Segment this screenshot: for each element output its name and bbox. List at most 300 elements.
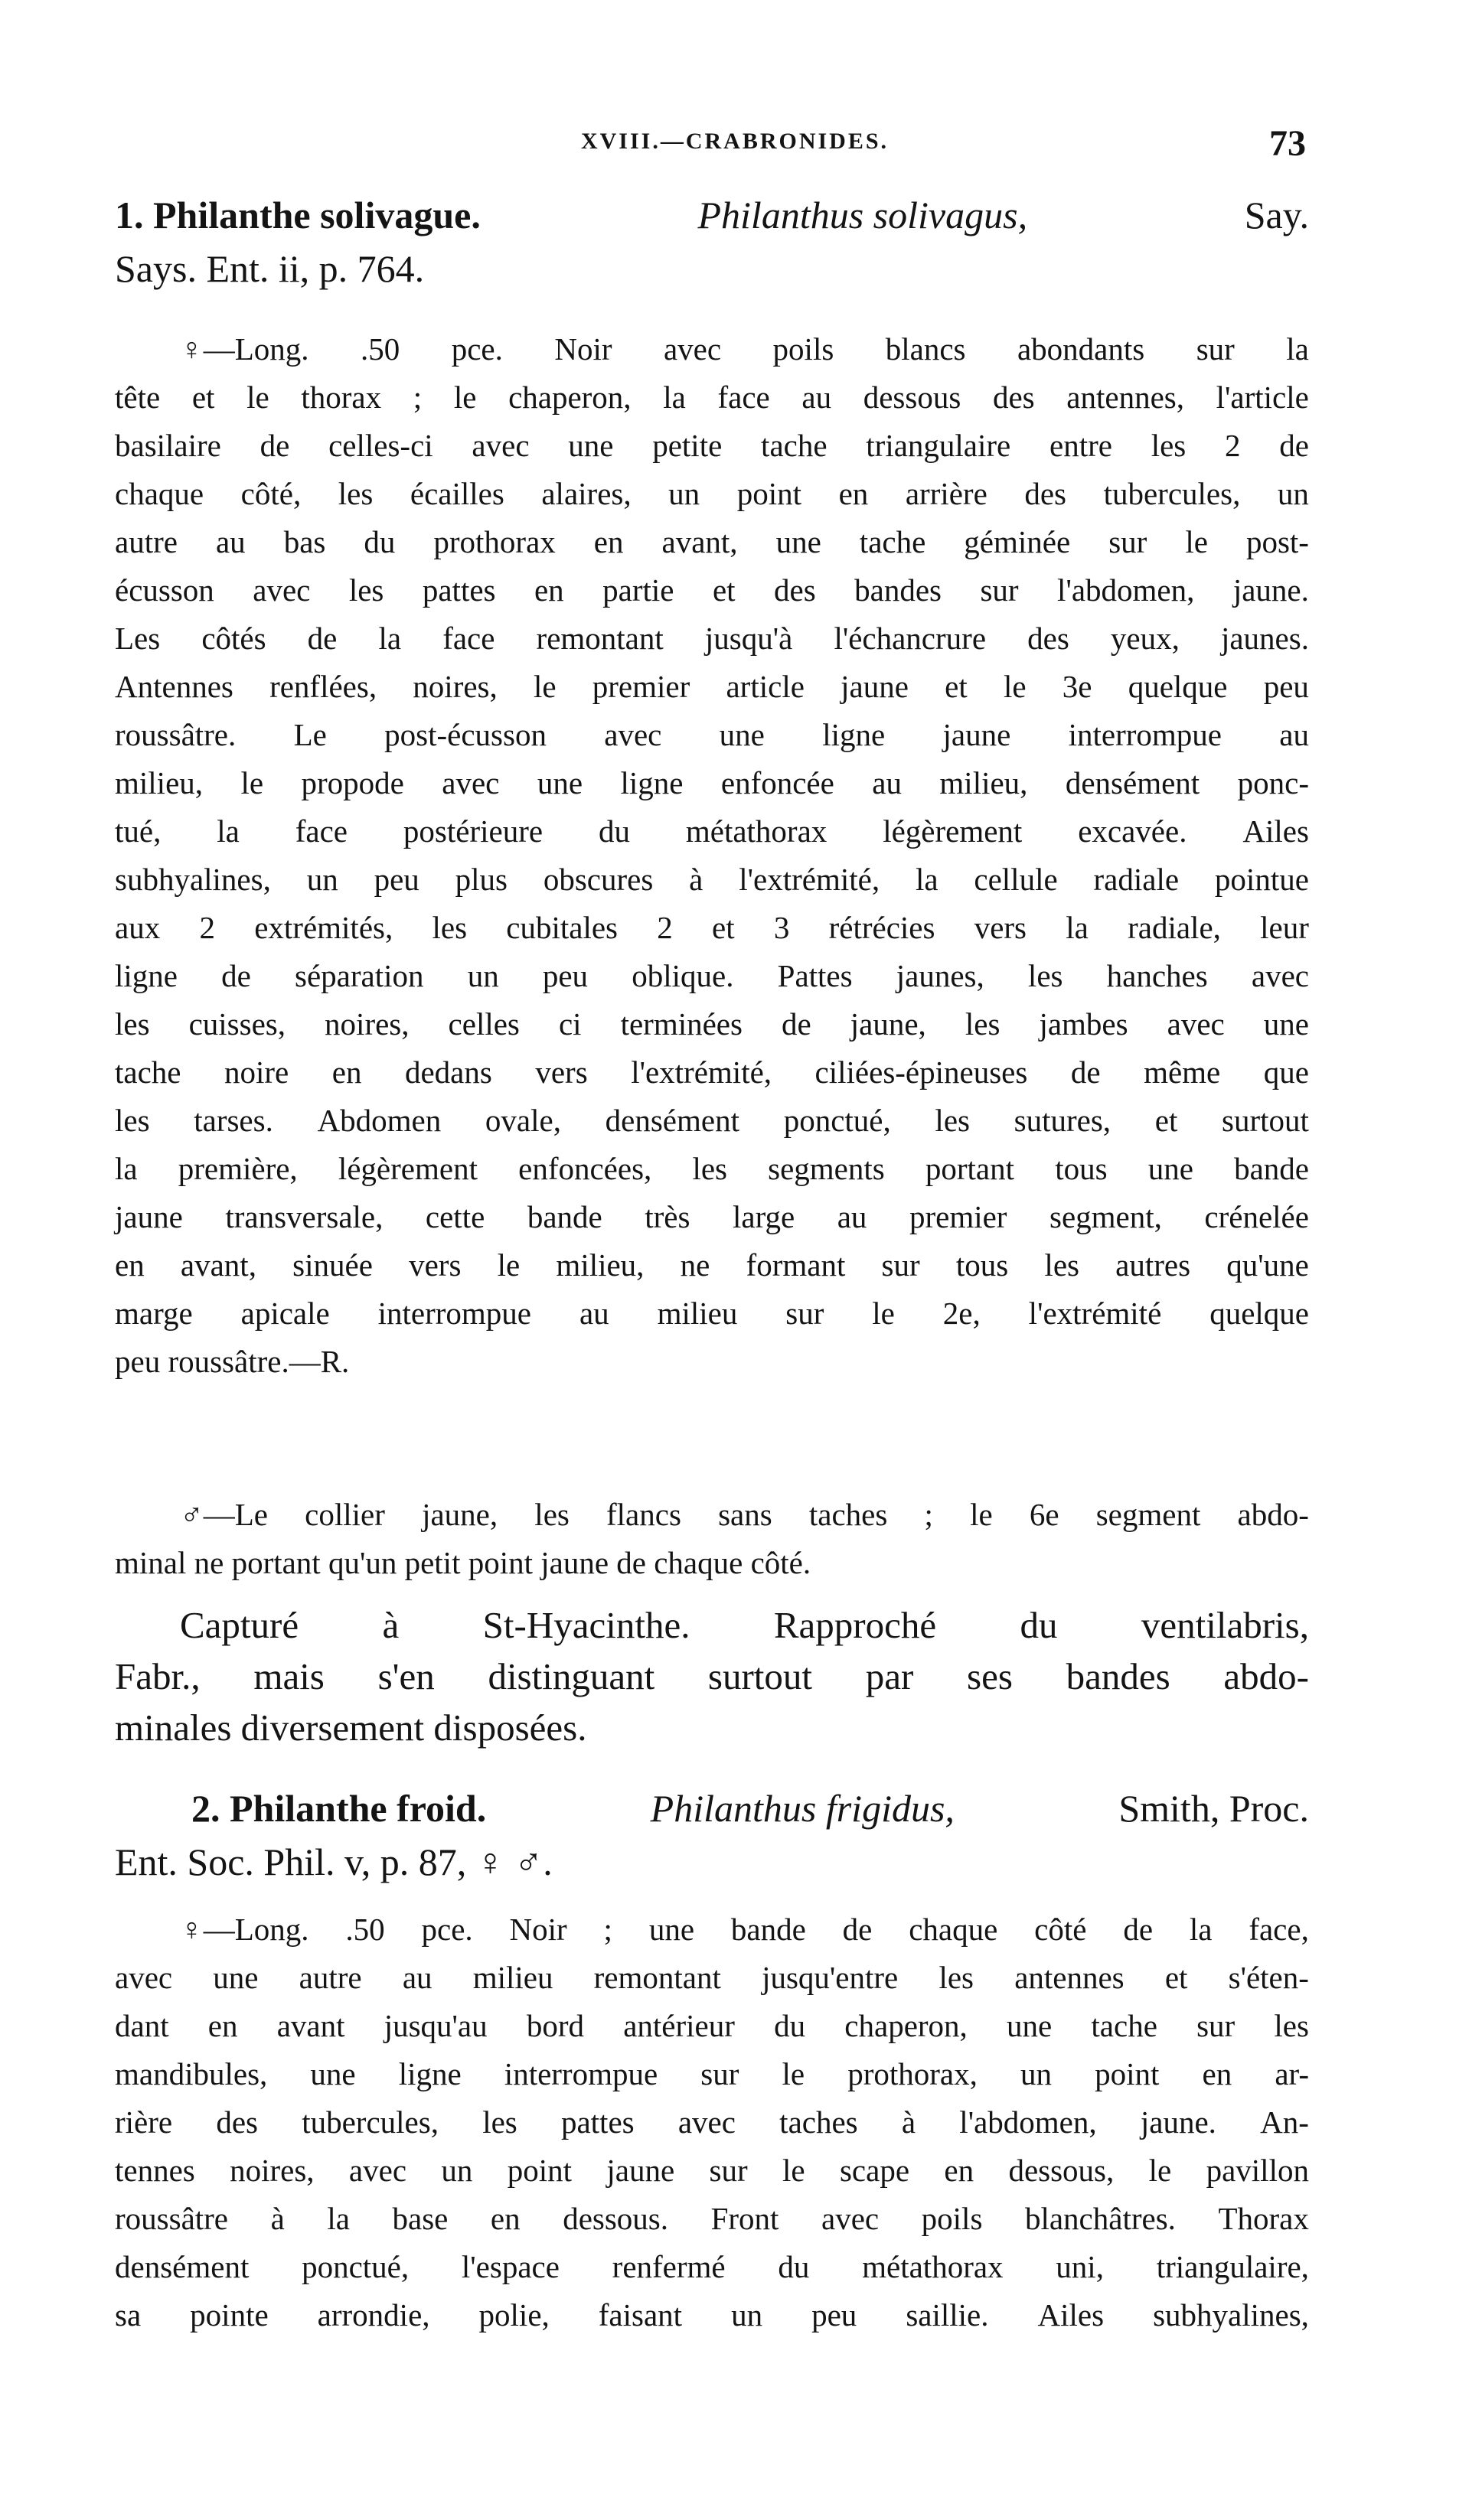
word: les [1274,2008,1309,2043]
word: crénelée [1204,1199,1309,1234]
word: jaune. [1140,2104,1216,2140]
word: les [115,1006,150,1042]
word: hanches [1106,958,1208,993]
word: jaune [115,1199,183,1234]
word: plus [455,862,508,897]
word: qu'une [1226,1247,1309,1283]
word: métathorax [685,813,828,849]
word: tué, [115,813,162,849]
word: ligne [620,765,684,800]
word: face, [1249,1912,1309,1947]
word: très [645,1199,690,1234]
word: côté, [240,476,302,511]
word: 3 [773,910,790,945]
word: des [774,572,816,608]
word: de [1279,428,1309,463]
word: base [392,2201,449,2236]
word: antennes [1014,1960,1125,1995]
word: noires, [325,1006,410,1042]
word: dedans [404,1055,492,1090]
page-number: 73 [1269,123,1306,164]
word: triangulaire [866,428,1011,463]
word: sinuée [292,1247,373,1283]
word: en [1202,2056,1232,2091]
word: segment, [1049,1199,1162,1234]
word: jusqu'à [704,621,793,656]
word: l'espace [461,2249,560,2284]
word: que [1263,1055,1309,1090]
word: autre [299,1960,362,1995]
word: dant [115,2008,169,2043]
word: le [782,2153,805,2188]
word: surtout [1222,1103,1309,1138]
word: le [1148,2153,1172,2188]
word: et [945,669,968,704]
word: ne [680,1247,710,1283]
word: un [1020,2056,1052,2091]
word: au [837,1199,867,1234]
word: un [306,862,338,897]
word: le [453,380,477,415]
word: premier [909,1199,1007,1234]
species-1-author: Say. [1244,194,1309,236]
word: renflées, [269,669,377,704]
word: flancs [606,1497,681,1532]
species-2-reference: Ent. Soc. Phil. v, p. 87, ♀ ♂. [115,1840,553,1883]
word: une [1007,2008,1053,2043]
word: petite [652,428,723,463]
word: peu [811,2297,857,2333]
word: ; [924,1497,933,1532]
word: prothorax [433,524,556,559]
word: subhyalines, [115,862,271,897]
word: de [842,1912,873,1947]
word: milieu, [115,765,204,800]
word: le [240,765,264,800]
word: à [689,862,703,897]
word: jaune. [1232,572,1309,608]
word: et [1164,1960,1188,1995]
word: large [733,1199,795,1234]
word: premier [592,669,690,704]
word: à [382,1604,400,1646]
word: abondants [1017,331,1145,367]
word: tête [115,380,161,415]
word: en [838,476,869,511]
species-2-number: 2. [191,1787,220,1830]
word: Les [115,621,161,656]
word: s'en [377,1655,435,1697]
word: sutures, [1014,1103,1112,1138]
word: jaunes, [896,958,984,993]
word: bande [1234,1151,1309,1186]
word: dessous [863,380,961,415]
word: antennes, [1066,380,1184,415]
word: leur [1260,910,1309,945]
word: les [935,1103,970,1138]
word: Antennes [115,669,233,704]
word: poils [772,331,834,367]
word: partie [602,572,674,608]
word: oblique. [632,958,734,993]
word: peu [542,958,589,993]
word: en [115,1247,145,1283]
word: Ailes [1037,2297,1105,2333]
word: et [1154,1103,1178,1138]
word: le [970,1497,993,1532]
word: la [1286,331,1309,367]
word: écusson [115,572,214,608]
word: ponctué, [302,2249,410,2284]
word: les [534,1497,570,1532]
word: vers [409,1247,462,1283]
word: ci [558,1006,582,1042]
word: du [774,2008,806,2043]
word: chaque [909,1912,998,1947]
species-2-heading [115,1782,1309,1889]
word: ses [967,1655,1013,1697]
word: apicale [240,1296,330,1331]
word: interrompue [504,2056,658,2091]
word: pointue [1214,862,1309,897]
word: au [1279,717,1309,752]
word: Noir [554,331,612,367]
word: mandibules, [115,2056,268,2091]
word: interrompue [377,1296,532,1331]
word: pattes [422,572,496,608]
word: avec [1167,1006,1225,1042]
word: scape [839,2153,910,2188]
word: pointe [190,2297,269,2333]
word: triangulaire, [1156,2249,1309,2284]
word: .50 [345,1912,385,1947]
word: St-Hyacinthe. [482,1604,690,1646]
word: 6e [1029,1497,1059,1532]
word: excavée. [1078,813,1187,849]
word: rière [115,2104,173,2140]
word: dessous. [563,2201,669,2236]
word: bande [527,1199,602,1234]
word: densément [115,2249,250,2284]
word: une [310,2056,356,2091]
word: milieu [472,1960,553,1995]
word: Abdomen [317,1103,442,1138]
word: un [441,2153,473,2188]
word: une [213,1960,259,1995]
word: le [872,1296,895,1331]
word: enfoncée [720,765,834,800]
word: abdo- [1223,1655,1309,1697]
word: une [1147,1151,1193,1186]
species-1-reference: Says. Ent. ii, p. 764. [115,247,425,290]
word: face [442,621,495,656]
word: ponctué, [783,1103,891,1138]
word: quelque [1128,669,1228,704]
word: géminée [964,524,1071,559]
word: la [663,380,686,415]
species-2-latin-name: Philanthus frigidus, [650,1787,955,1830]
word: uni, [1056,2249,1104,2284]
word: Noir [509,1912,567,1947]
word: celles-ci [328,428,433,463]
word: ligne [822,717,886,752]
word: légèrement [883,813,1023,849]
word: ventilabris, [1141,1604,1309,1646]
word: en [944,2153,974,2188]
word: au [215,524,246,559]
word: les [115,1103,150,1138]
word: bande [730,1912,806,1947]
word: en [593,524,624,559]
word: jusqu'entre [762,1960,899,1995]
word: pavillon [1206,2153,1309,2188]
word: les [692,1151,727,1186]
word: 2 [199,910,215,945]
word: en [207,2008,238,2043]
word: en [534,572,564,608]
word: tarses. [194,1103,273,1138]
word: roussâtre. [115,717,237,752]
word: jusqu'au [384,2008,488,2043]
word: l'échancrure [834,621,987,656]
word: et [712,572,736,608]
word: jaune, [850,1006,926,1042]
word: autre [115,524,178,559]
word: taches [779,2104,858,2140]
word: densément [1065,765,1200,800]
word: renfermé [612,2249,726,2284]
word: 3e [1062,669,1092,704]
word: remontant [536,621,664,656]
word: chaperon, [508,380,632,415]
word: ; [413,380,423,415]
species-2-female-description [115,1905,1309,2339]
word: face [717,380,770,415]
word: sur [881,1247,920,1283]
word: 2e, [942,1296,981,1331]
word: subhyalines, [1153,2297,1309,2333]
word: noires, [230,2153,315,2188]
word: la [1189,1912,1213,1947]
word: transversale, [225,1199,384,1234]
word: segments [768,1151,885,1186]
word: distinguant [488,1655,655,1697]
word: avec [472,428,530,463]
word: de [307,621,338,656]
word: aux [115,910,161,945]
word: portant [925,1151,1015,1186]
word: avec [663,331,722,367]
word: tubercules, [1103,476,1241,511]
word: ligne [115,958,178,993]
word: chaque [115,476,204,511]
word: arrière [905,476,987,511]
word: et [191,380,215,415]
word: enfoncées, [518,1151,652,1186]
word: écailles [410,476,504,511]
word: par [865,1655,914,1697]
word: ; [603,1912,612,1947]
word: s'éten- [1228,1960,1309,1995]
word: arrondie, [317,2297,430,2333]
word: l'abdomen, [959,2104,1097,2140]
species-1-remarks [115,1599,1309,1753]
word: de [221,958,251,993]
word: des [992,380,1035,415]
word: Fabr., [115,1655,201,1697]
word: avec [348,2153,407,2188]
running-head: XVIII.—CRABRONIDES. [580,129,890,154]
word: même [1144,1055,1221,1090]
word: les [338,476,374,511]
word: jaune [606,2153,675,2188]
word: faisant [598,2297,683,2333]
species-1-latin-name: Philanthus solivagus, [697,194,1028,236]
word: ovale, [485,1103,561,1138]
text-line: minal ne portant qu'un petit point jaune de chaque côté. [115,1545,811,1580]
word: Pattes [777,958,853,993]
word: antérieur [623,2008,735,2043]
word: quelque [1209,1296,1309,1331]
word: tache [859,524,926,559]
word: de [260,428,290,463]
word: avant, [180,1247,256,1283]
word: sur [709,2153,748,2188]
word: entre [1049,428,1112,463]
word: basilaire [115,428,221,463]
word: en [331,1055,362,1090]
word: obscures [543,862,654,897]
word: les [938,1960,974,1995]
word: .50 [361,331,400,367]
word: légèrement [338,1151,478,1186]
word: remontant [593,1960,721,1995]
word: tous [1055,1151,1108,1186]
word: radiale [1093,862,1180,897]
species-1-common-name: Philanthe solivague. [153,194,481,236]
word: noire [224,1055,289,1090]
word: à [270,2201,285,2236]
word: à [901,2104,916,2140]
word: ♀—Long. [180,1912,309,1947]
word: jaune [841,669,909,704]
word: point [1095,2056,1160,2091]
word: de [1123,1912,1154,1947]
word: la [327,2201,350,2236]
word: tache [1091,2008,1157,2043]
word: rétrécies [828,910,935,945]
word: propode [301,765,404,800]
word: pattes [560,2104,635,2140]
word: avec [253,572,311,608]
word: ligne [398,2056,462,2091]
word: noires, [413,669,498,704]
word: les [348,572,384,608]
word: une [648,1912,695,1947]
word: de [782,1006,811,1042]
word: l'abdomen, [1057,572,1195,608]
word: postérieure [403,813,544,849]
word: de [1070,1055,1101,1090]
word: ciliées-épineuses [814,1055,1028,1090]
word: métathorax [862,2249,1004,2284]
word: face [295,813,348,849]
word: 2 [1225,428,1241,463]
word: mais [253,1655,325,1697]
word: roussâtre [115,2201,229,2236]
word: bandes [854,572,942,608]
word: segment [1095,1497,1201,1532]
word: Le [293,717,327,752]
word: du [364,524,396,559]
word: peu [1263,669,1309,704]
word: tous [955,1247,1009,1283]
word: poils [921,2201,983,2236]
word: un [1277,476,1309,511]
word: une [568,428,614,463]
word: un [467,958,499,993]
word: la [915,862,938,897]
word: pce. [421,1912,473,1947]
word: les [1151,428,1187,463]
word: l'article [1216,380,1309,415]
word: au [579,1296,609,1331]
word: post-écusson [384,717,547,752]
word: blancs [885,331,966,367]
word: les [1027,958,1063,993]
word: une [1263,1006,1309,1042]
word: avec [604,717,662,752]
word: ponc- [1237,765,1309,800]
word: avec [821,2201,880,2236]
word: des [1024,476,1067,511]
word: le [246,380,269,415]
word: la [115,1151,138,1186]
word: chaperon, [844,2008,968,2043]
word: cubitales [506,910,619,945]
word: avec [442,765,500,800]
word: vers [535,1055,588,1090]
word: des [216,2104,258,2140]
word: au [872,765,902,800]
word: ar- [1275,2056,1309,2091]
word: collier [305,1497,385,1532]
word: Ailes [1242,813,1309,849]
word: sur [1196,331,1235,367]
word: cellule [974,862,1058,897]
word: sa [115,2297,142,2333]
word: jambes [1039,1006,1128,1042]
word: tubercules, [302,2104,439,2140]
word: un [731,2297,763,2333]
word: avec [1251,958,1309,993]
word: Thorax [1218,2201,1309,2236]
word: densément [605,1103,739,1138]
word: post- [1245,524,1309,559]
word: du [778,2249,810,2284]
word: le [497,1247,521,1283]
word: sans [718,1497,772,1532]
word: sur [980,572,1019,608]
species-2-common-name: Philanthe froid. [230,1787,487,1830]
word: polie, [478,2297,550,2333]
word: avant, [661,524,738,559]
species-1-female-description [115,325,1309,1386]
word: interrompue [1068,717,1222,752]
word: un [668,476,700,511]
word: Capturé [180,1604,299,1646]
word: les [965,1006,1001,1042]
